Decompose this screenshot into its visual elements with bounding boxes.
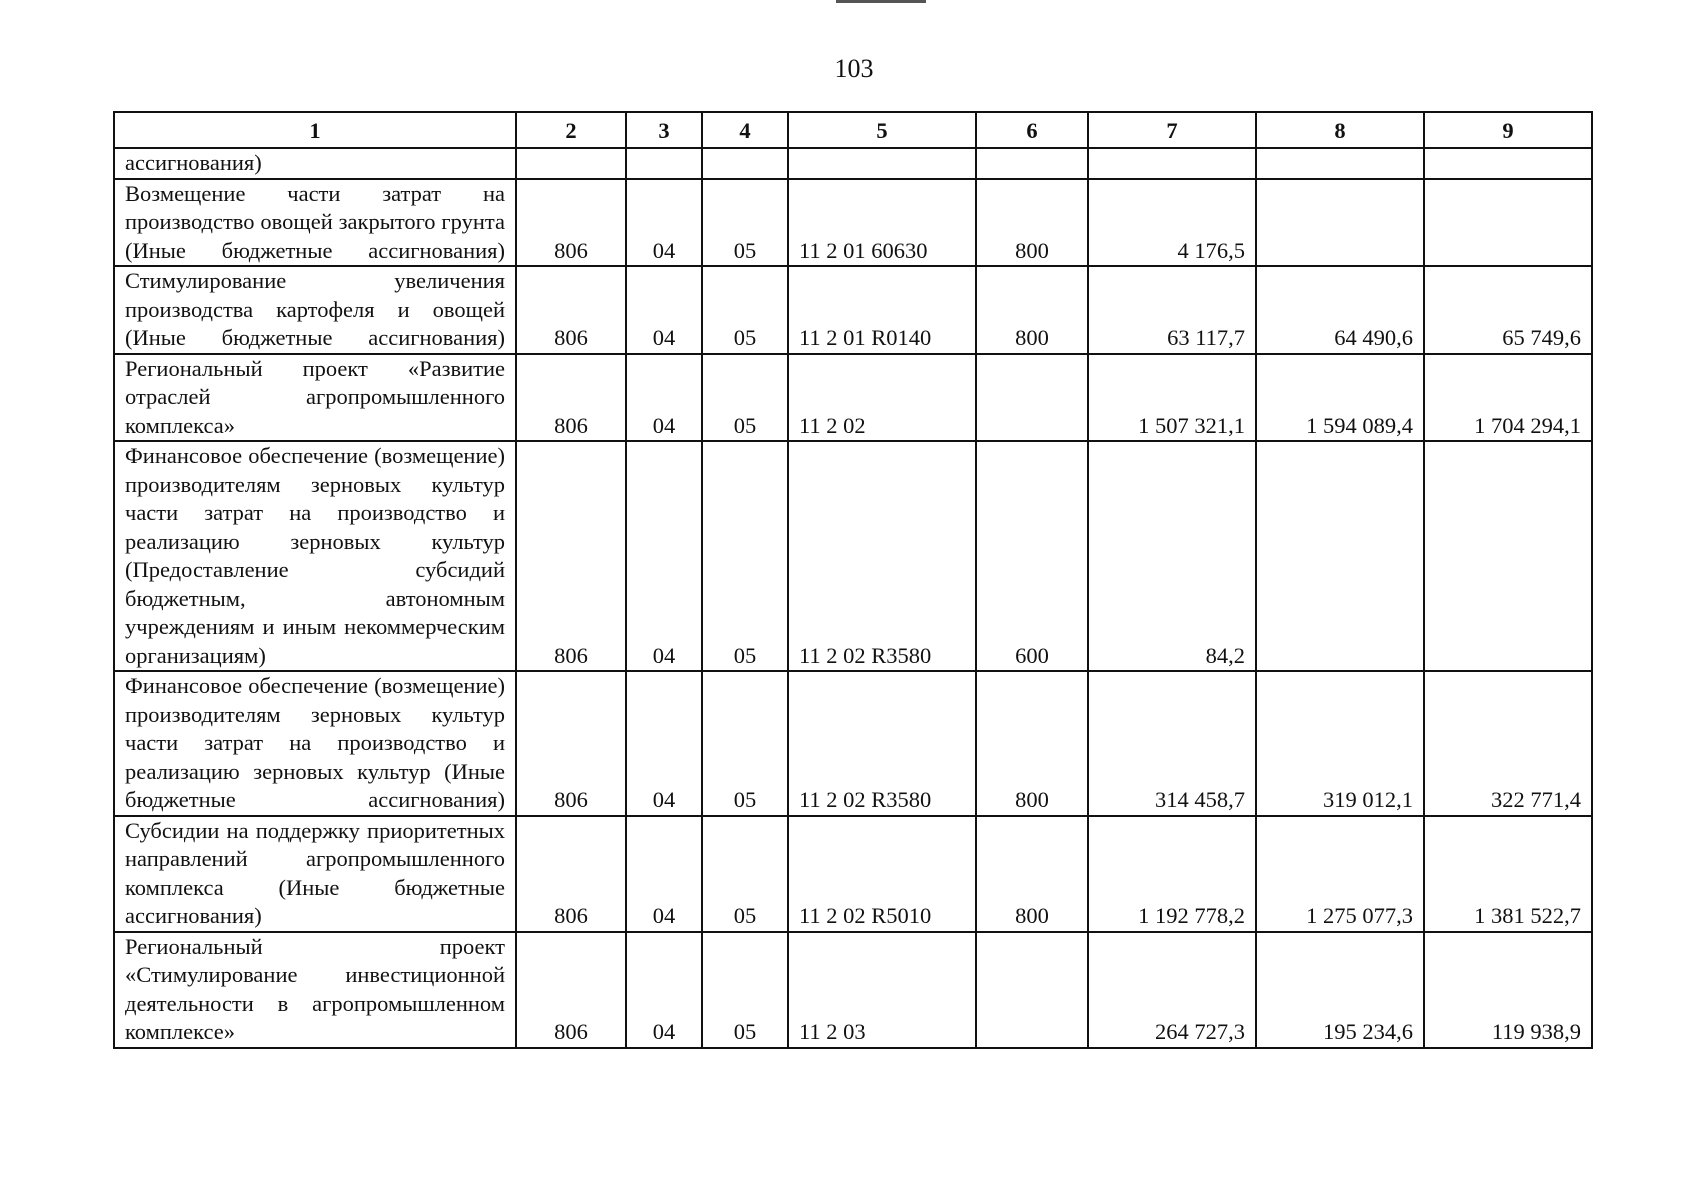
cell-col5: 11 2 02 R3580: [788, 671, 976, 816]
cell-col7: 63 117,7: [1088, 266, 1256, 354]
cell-col3: 04: [626, 932, 702, 1048]
cell-col5: 11 2 01 R0140: [788, 266, 976, 354]
table-row: [114, 354, 1592, 442]
cell-col4: 05: [702, 671, 788, 816]
table-row: [114, 816, 1592, 932]
cell-col9: [1424, 179, 1592, 267]
cell-col3: 04: [626, 671, 702, 816]
row-description: Финансовое обеспечение (возмещение) производителям зерновых культур части затрат на производство и реализацию зерновых культур (Предоставление субсидий бюджетным, автономным учреждениям и иным некоммерческим организациям): [114, 441, 516, 671]
cell-col8: [1256, 441, 1424, 671]
table-row: [114, 266, 1592, 354]
column-header-7: 7: [1088, 112, 1256, 148]
cell-col4: 05: [702, 441, 788, 671]
cell-col4: [702, 148, 788, 179]
cell-col2: 806: [516, 816, 626, 932]
cell-col3: 04: [626, 354, 702, 442]
cell-col3: 04: [626, 266, 702, 354]
cell-col6: 800: [976, 671, 1088, 816]
cell-col2: [516, 148, 626, 179]
column-header-3: 3: [626, 112, 702, 148]
cell-col2: 806: [516, 441, 626, 671]
header-row: [114, 112, 1592, 148]
cell-col5: 11 2 02: [788, 354, 976, 442]
cell-col4: 05: [702, 179, 788, 267]
cell-col9: 1 381 522,7: [1424, 816, 1592, 932]
cell-col7: 264 727,3: [1088, 932, 1256, 1048]
cell-col4: 05: [702, 354, 788, 442]
cell-col6: [976, 148, 1088, 179]
cell-col8: [1256, 179, 1424, 267]
cell-col6: [976, 932, 1088, 1048]
cell-col5: 11 2 03: [788, 932, 976, 1048]
cell-col7: 84,2: [1088, 441, 1256, 671]
cell-col7: [1088, 148, 1256, 179]
cell-col4: 05: [702, 266, 788, 354]
cell-col9: 65 749,6: [1424, 266, 1592, 354]
cell-col9: [1424, 441, 1592, 671]
cell-col9: [1424, 148, 1592, 179]
cell-col7: 4 176,5: [1088, 179, 1256, 267]
cell-col7: 1 507 321,1: [1088, 354, 1256, 442]
cell-col3: 04: [626, 441, 702, 671]
column-header-9: 9: [1424, 112, 1592, 148]
cell-col2: 806: [516, 354, 626, 442]
cell-col6: 800: [976, 266, 1088, 354]
cell-col4: 05: [702, 816, 788, 932]
cell-col8: [1256, 148, 1424, 179]
cell-col4: 05: [702, 932, 788, 1048]
cell-col2: 806: [516, 266, 626, 354]
cell-col2: 806: [516, 671, 626, 816]
cell-col2: 806: [516, 179, 626, 267]
cell-col5: 11 2 01 60630: [788, 179, 976, 267]
cell-col8: 1 275 077,3: [1256, 816, 1424, 932]
row-description: Субсидии на поддержку приоритетных направлений агропромышленного комплекса (Иные бюджетные ассигнования): [114, 816, 516, 932]
table-row: [114, 671, 1592, 816]
cell-col6: 800: [976, 179, 1088, 267]
table-row: [114, 148, 1592, 179]
cell-col2: 806: [516, 932, 626, 1048]
cell-col6: [976, 354, 1088, 442]
table-row: [114, 441, 1592, 671]
cell-col5: 11 2 02 R5010: [788, 816, 976, 932]
cell-col9: 119 938,9: [1424, 932, 1592, 1048]
cell-col3: 04: [626, 179, 702, 267]
row-description: ассигнования): [114, 148, 516, 179]
top-edge-mark: [836, 0, 926, 3]
cell-col6: 800: [976, 816, 1088, 932]
column-header-5: 5: [788, 112, 976, 148]
column-header-2: 2: [516, 112, 626, 148]
cell-col8: 319 012,1: [1256, 671, 1424, 816]
cell-col8: 1 594 089,4: [1256, 354, 1424, 442]
table-row: [114, 932, 1592, 1048]
cell-col6: 600: [976, 441, 1088, 671]
page-number: 103: [834, 54, 874, 83]
column-header-1: 1: [114, 112, 516, 148]
column-header-4: 4: [702, 112, 788, 148]
cell-col8: 64 490,6: [1256, 266, 1424, 354]
budget-table: [113, 111, 1593, 1049]
row-description: Региональный проект «Стимулирование инвестиционной деятельности в агропромышленном комплексе»: [114, 932, 516, 1048]
cell-col3: [626, 148, 702, 179]
table-row: [114, 179, 1592, 267]
cell-col9: 322 771,4: [1424, 671, 1592, 816]
row-description: Стимулирование увеличения производства картофеля и овощей (Иные бюджетные ассигнования): [114, 266, 516, 354]
cell-col7: 1 192 778,2: [1088, 816, 1256, 932]
row-description: Региональный проект «Развитие отраслей агропромышленного комплекса»: [114, 354, 516, 442]
row-description: Финансовое обеспечение (возмещение) производителям зерновых культур части затрат на производство и реализацию зерновых культур (Иные бюджетные ассигнования): [114, 671, 516, 816]
cell-col7: 314 458,7: [1088, 671, 1256, 816]
column-header-6: 6: [976, 112, 1088, 148]
cell-col3: 04: [626, 816, 702, 932]
cell-col8: 195 234,6: [1256, 932, 1424, 1048]
row-description: Возмещение части затрат на производство овощей закрытого грунта (Иные бюджетные ассигнования): [114, 179, 516, 267]
cell-col9: 1 704 294,1: [1424, 354, 1592, 442]
column-header-8: 8: [1256, 112, 1424, 148]
cell-col5: [788, 148, 976, 179]
cell-col5: 11 2 02 R3580: [788, 441, 976, 671]
